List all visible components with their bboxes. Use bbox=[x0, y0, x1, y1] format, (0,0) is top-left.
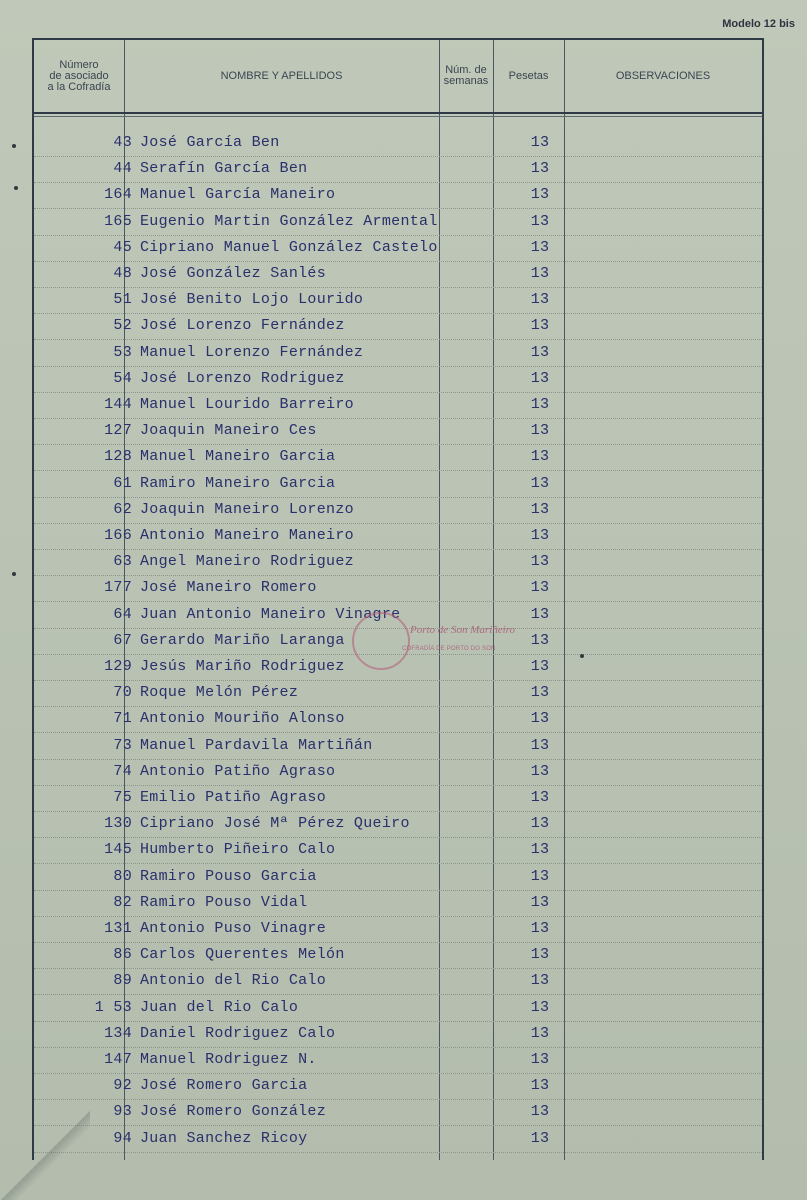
pesetas-amount: 13 bbox=[530, 343, 550, 361]
member-number: 92 bbox=[113, 1077, 132, 1095]
pesetas-amount: 13 bbox=[530, 841, 550, 859]
member-number: 75 bbox=[113, 789, 132, 806]
member-name: Eugenio Martin González Armental bbox=[140, 212, 438, 230]
table-row bbox=[34, 759, 762, 786]
table-row bbox=[34, 837, 762, 864]
table-row bbox=[34, 392, 762, 419]
table-row bbox=[34, 1073, 762, 1100]
table-row bbox=[34, 523, 762, 550]
table-row bbox=[34, 785, 762, 812]
table-row bbox=[34, 1021, 762, 1048]
member-name: Ramiro Maneiro Garcia bbox=[140, 474, 336, 492]
table-row bbox=[34, 471, 762, 498]
member-name: Joaquin Maneiro Lorenzo bbox=[140, 500, 354, 518]
member-name: Cipriano Manuel González Castelo bbox=[140, 238, 438, 256]
member-number: 128 bbox=[104, 448, 132, 466]
pesetas-amount: 13 bbox=[530, 369, 550, 387]
pesetas-amount: 13 bbox=[530, 710, 550, 728]
table-row bbox=[34, 130, 762, 157]
header-number-line: de asociado bbox=[49, 69, 109, 82]
member-number: 67 bbox=[113, 631, 132, 649]
member-name: Manuel Lourido Barreiro bbox=[140, 396, 354, 413]
pesetas-amount: 13 bbox=[530, 658, 550, 675]
member-number: 144 bbox=[104, 396, 132, 413]
table-row bbox=[34, 209, 762, 236]
pesetas-amount: 13 bbox=[530, 815, 550, 833]
member-number: 93 bbox=[113, 1103, 132, 1121]
member-name: Antonio Patiño Agraso bbox=[140, 762, 336, 780]
table-row bbox=[34, 366, 762, 393]
pesetas-amount: 13 bbox=[530, 605, 550, 623]
member-number: 80 bbox=[113, 867, 132, 885]
member-name: Manuel Pardavila Martiñán bbox=[140, 736, 373, 754]
header-weeks-line: semanas bbox=[443, 75, 489, 87]
header-name bbox=[124, 40, 439, 112]
member-name: Antonio Mouriño Alonso bbox=[140, 710, 345, 728]
header-weeks bbox=[439, 40, 493, 112]
member-number: 94 bbox=[113, 1129, 132, 1147]
pesetas-amount: 13 bbox=[530, 789, 550, 806]
table-row bbox=[34, 418, 762, 445]
header-observations-label: OBSERVACIONES bbox=[615, 69, 711, 82]
member-number: 166 bbox=[104, 527, 132, 544]
member-number: 74 bbox=[113, 762, 132, 780]
member-name: Manuel Maneiro Garcia bbox=[140, 448, 336, 466]
member-number: 53 bbox=[113, 343, 132, 361]
member-name: José Maneiro Romero bbox=[140, 579, 317, 597]
member-number: 51 bbox=[113, 291, 132, 309]
table-row bbox=[34, 287, 762, 314]
pesetas-amount: 13 bbox=[530, 972, 550, 990]
member-name: Antonio Puso Vinagre bbox=[140, 920, 327, 937]
pesetas-amount: 13 bbox=[530, 553, 550, 571]
header-observations bbox=[564, 40, 762, 112]
member-number: 145 bbox=[104, 841, 132, 859]
member-number: 147 bbox=[104, 1051, 132, 1068]
member-number: 129 bbox=[104, 658, 132, 675]
member-name: Juan del Rio Calo bbox=[140, 998, 299, 1016]
pesetas-amount: 13 bbox=[530, 212, 550, 230]
member-name: Carlos Querentes Melón bbox=[140, 946, 345, 964]
member-number: 1 53 bbox=[94, 998, 132, 1016]
member-name: Juan Sanchez Ricoy bbox=[140, 1129, 308, 1147]
member-number: 70 bbox=[113, 684, 132, 702]
member-name: Antonio del Rio Calo bbox=[140, 972, 327, 990]
pesetas-amount: 13 bbox=[530, 631, 550, 649]
pesetas-amount: 13 bbox=[530, 893, 550, 911]
ink-speck bbox=[12, 572, 16, 576]
pesetas-amount: 13 bbox=[530, 1051, 550, 1068]
table-row bbox=[34, 942, 762, 969]
pesetas-amount: 13 bbox=[530, 134, 550, 151]
member-number: 54 bbox=[113, 369, 132, 387]
table-row bbox=[34, 968, 762, 995]
pesetas-amount: 13 bbox=[530, 1129, 550, 1147]
member-name: Juan Antonio Maneiro Vinagre bbox=[140, 605, 401, 623]
member-number: 86 bbox=[113, 946, 132, 964]
member-name: Manuel García Maneiro bbox=[140, 186, 336, 204]
page-fold bbox=[0, 1110, 90, 1200]
table-row bbox=[34, 549, 762, 576]
member-name: Roque Melón Pérez bbox=[140, 684, 299, 702]
table-row bbox=[34, 575, 762, 602]
member-number: 43 bbox=[113, 134, 132, 151]
pesetas-amount: 13 bbox=[530, 238, 550, 256]
ledger-table bbox=[32, 38, 764, 1160]
member-number: 44 bbox=[113, 160, 132, 178]
pesetas-amount: 13 bbox=[530, 160, 550, 178]
pesetas-amount: 13 bbox=[530, 396, 550, 413]
table-row bbox=[34, 156, 762, 183]
member-number: 71 bbox=[113, 710, 132, 728]
member-name: Humberto Piñeiro Calo bbox=[140, 841, 336, 859]
member-name: Ramiro Pouso Vidal bbox=[140, 893, 308, 911]
header-number-line: a la Cofradía bbox=[47, 80, 111, 93]
pesetas-amount: 13 bbox=[530, 684, 550, 702]
pesetas-amount: 13 bbox=[530, 1077, 550, 1095]
header-rule bbox=[34, 116, 762, 117]
ink-speck bbox=[14, 186, 18, 190]
cofradia-stamp bbox=[352, 612, 542, 672]
member-name: José Lorenzo Rodriguez bbox=[140, 369, 345, 387]
member-number: 45 bbox=[113, 238, 132, 256]
table-row bbox=[34, 235, 762, 262]
table-row bbox=[34, 313, 762, 340]
model-label: Modelo 12 bis bbox=[722, 18, 795, 30]
header-weeks-line: Núm. de bbox=[445, 64, 487, 76]
member-name: José García Ben bbox=[140, 134, 280, 151]
member-name: Emilio Patiño Agraso bbox=[140, 789, 327, 806]
pesetas-amount: 13 bbox=[530, 946, 550, 964]
member-number: 63 bbox=[113, 553, 132, 571]
member-number: 73 bbox=[113, 736, 132, 754]
member-number: 48 bbox=[113, 265, 132, 282]
table-row bbox=[34, 733, 762, 760]
table-row bbox=[34, 497, 762, 524]
header-name-label: NOMBRE Y APELLIDOS bbox=[220, 69, 343, 82]
pesetas-amount: 13 bbox=[530, 265, 550, 282]
member-name: Angel Maneiro Rodriguez bbox=[140, 553, 354, 571]
pesetas-amount: 13 bbox=[530, 920, 550, 937]
member-number: 131 bbox=[104, 920, 132, 937]
pesetas-amount: 13 bbox=[530, 998, 550, 1016]
table-row bbox=[34, 1047, 762, 1074]
table-row bbox=[34, 706, 762, 733]
member-name: Cipriano José Mª Pérez Queiro bbox=[140, 815, 410, 833]
member-name: José Romero Garcia bbox=[140, 1077, 308, 1095]
member-number: 165 bbox=[104, 212, 132, 230]
table-row bbox=[34, 916, 762, 943]
table-row bbox=[34, 1099, 762, 1126]
member-number: 61 bbox=[113, 474, 132, 492]
table-row bbox=[34, 995, 762, 1022]
pesetas-amount: 13 bbox=[530, 1103, 550, 1121]
header-pesetas bbox=[493, 40, 564, 112]
member-number: 127 bbox=[104, 422, 132, 440]
member-name: Manuel Lorenzo Fernández bbox=[140, 343, 364, 361]
member-number: 134 bbox=[104, 1024, 132, 1042]
member-name: José Lorenzo Fernández bbox=[140, 317, 345, 335]
table-row bbox=[34, 864, 762, 891]
header-number-line: Número bbox=[59, 58, 99, 71]
pesetas-amount: 13 bbox=[530, 527, 550, 544]
member-name: Ramiro Pouso Garcia bbox=[140, 867, 317, 885]
table-row bbox=[34, 890, 762, 917]
member-name: José González Sanlés bbox=[140, 265, 327, 282]
table-row bbox=[34, 340, 762, 367]
table-row bbox=[34, 1126, 762, 1153]
header-rule bbox=[34, 112, 762, 114]
member-number: 52 bbox=[113, 317, 132, 335]
member-number: 89 bbox=[113, 972, 132, 990]
member-number: 164 bbox=[104, 186, 132, 204]
table-row bbox=[34, 680, 762, 707]
pesetas-amount: 13 bbox=[530, 422, 550, 440]
pesetas-amount: 13 bbox=[530, 762, 550, 780]
member-name: Manuel Rodriguez N. bbox=[140, 1051, 317, 1068]
pesetas-amount: 13 bbox=[530, 317, 550, 335]
table-row bbox=[34, 811, 762, 838]
member-number: 64 bbox=[113, 605, 132, 623]
member-name: Serafín García Ben bbox=[140, 160, 308, 178]
member-number: 82 bbox=[113, 893, 132, 911]
member-name: Joaquin Maneiro Ces bbox=[140, 422, 317, 440]
member-name: Antonio Maneiro Maneiro bbox=[140, 527, 354, 544]
pesetas-amount: 13 bbox=[530, 474, 550, 492]
pesetas-amount: 13 bbox=[530, 500, 550, 518]
member-number: 130 bbox=[104, 815, 132, 833]
pesetas-amount: 13 bbox=[530, 867, 550, 885]
header-number bbox=[34, 40, 124, 112]
member-name: José Benito Lojo Lourido bbox=[140, 291, 364, 309]
header-pesetas-label: Pesetas bbox=[508, 69, 549, 82]
stamp-title: Porto de Son Mariñeiro bbox=[410, 624, 515, 636]
member-name: Jesús Mariño Rodriguez bbox=[140, 658, 345, 675]
pesetas-amount: 13 bbox=[530, 1024, 550, 1042]
pesetas-amount: 13 bbox=[530, 736, 550, 754]
member-number: 62 bbox=[113, 500, 132, 518]
stamp-subtitle: COFRADÍA DE PORTO DO SON bbox=[402, 646, 496, 652]
pesetas-amount: 13 bbox=[530, 448, 550, 466]
pesetas-amount: 13 bbox=[530, 579, 550, 597]
member-name: Daniel Rodriguez Calo bbox=[140, 1024, 336, 1042]
ink-speck bbox=[580, 654, 584, 658]
pesetas-amount: 13 bbox=[530, 291, 550, 309]
member-number: 177 bbox=[104, 579, 132, 597]
table-row bbox=[34, 444, 762, 471]
stamp-seal bbox=[352, 612, 410, 670]
member-name: Gerardo Mariño Laranga bbox=[140, 631, 345, 649]
member-name: José Romero González bbox=[140, 1103, 327, 1121]
table-row bbox=[34, 182, 762, 209]
pesetas-amount: 13 bbox=[530, 186, 550, 204]
table-row bbox=[34, 261, 762, 288]
ink-speck bbox=[12, 144, 16, 148]
